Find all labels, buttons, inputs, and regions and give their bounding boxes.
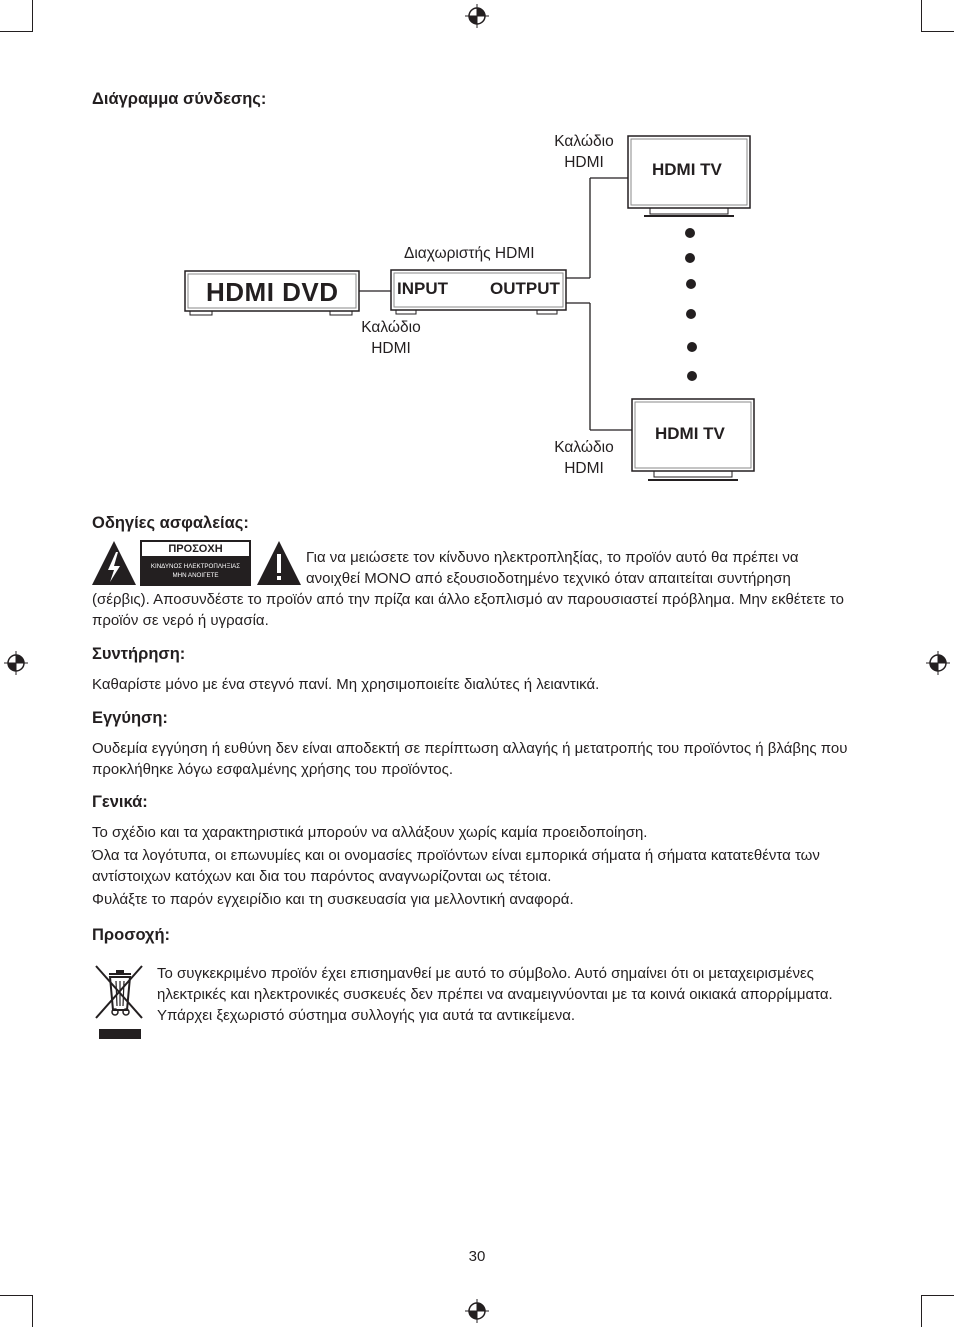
general-heading: Γενικά: xyxy=(92,793,148,811)
connection-diagram xyxy=(0,0,954,500)
cable-label-bottom: Καλώδιο HDMI xyxy=(554,439,614,477)
tv-bottom-label: HDMI TV xyxy=(655,424,725,443)
maintenance-text: Καθαρίστε μόνο με ένα στεγνό πανί. Μη χρησιμοποιείτε διαλύτες ή λειαντικά. xyxy=(92,676,600,693)
warranty-text: Ουδεμία εγγύηση ή ευθύνη δεν είναι αποδεκτή σε περίπτωση αλλαγής ή μετατροπής του προϊόντος ή βλάβης που προκλήθηκε λόγω εσφαλμένης χρήσης του προϊόντος. xyxy=(92,740,848,778)
tv-top-label: HDMI TV xyxy=(652,160,722,179)
weee-crossed-bin-icon xyxy=(94,962,144,1042)
warranty-heading: Εγγύηση: xyxy=(92,709,168,727)
general-text-3: Φυλάξτε το παρόν εγχειρίδιο και τη συσκευασία για μελλοντική αναφορά. xyxy=(92,891,574,908)
splitter-label: Διαχωριστής HDMI xyxy=(404,245,535,262)
attention-text: Το συγκεκριμένο προϊόν έχει επισημανθεί με αυτό το σύμβολο. Αυτό σημαίνει ότι οι μεταχειρισμένες ηλεκτρικές και ηλεκτρονικές συσκευές δεν πρέπει να αναμειγνύονται με τα κοινά οικιακά απορρίμματα. Υπάρχει ξεχωριστό σύστημα συλλογής για αυτά τα αντικείμενα. xyxy=(157,965,833,1024)
general-text-2: Όλα τα λογότυπα, οι επωνυμίες και οι ονομασίες προϊόντων είναι εμπορικά σήματα ή σήματα κατατεθέντα των αντίστοιχων κατόχων και δια του παρόντος αναγνωρίζονται ως τέτοια. xyxy=(92,847,820,885)
caution-line-2: ΜΗΝ ΑΝΟΙΓΕΤΕ xyxy=(172,572,219,579)
diagram-heading: Διάγραμμα σύνδεσης: xyxy=(92,90,267,108)
electric-shock-warning-icon xyxy=(91,540,137,586)
caution-line-1: ΚΙΝΔΥΝΟΣ ΗΛΕΚΤΡΟΠΛΗΞΙΑΣ xyxy=(150,563,241,570)
output-label: OUTPUT xyxy=(490,279,560,298)
page-number: 30 xyxy=(468,1248,486,1265)
general-text-1: Το σχέδιο και τα χαρακτηριστικά μπορούν να αλλάξουν χωρίς καμία προειδοποίηση. xyxy=(92,824,648,841)
input-label: INPUT xyxy=(397,279,448,298)
caution-title: ΠΡΟΣΟΧΗ xyxy=(142,542,249,556)
maintenance-heading: Συντήρηση: xyxy=(92,645,186,663)
crop-mark xyxy=(921,1296,922,1327)
safety-heading: Οδηγίες ασφαλείας: xyxy=(92,514,249,532)
cable-label-top: Καλώδιο HDMI xyxy=(554,133,614,171)
cable-label-mid: Καλώδιο HDMI xyxy=(361,319,421,357)
dvd-label: HDMI DVD xyxy=(206,277,339,307)
crop-mark xyxy=(0,1295,33,1296)
safety-text: (σέρβις). Αποσυνδέστε το προϊόν από την πρίζα και άλλο εξοπλισμό αν παρουσιαστεί πρόβλημα. Μην εκθέτετε το προϊόν σε νερό ή υγρασία. xyxy=(92,591,844,629)
safety-text-line-2: ανοιχθεί ΜΟΝΟ από εξουσιοδοτημένο τεχνικό όταν απαιτείται συντήρηση xyxy=(306,570,791,587)
registration-mark-icon xyxy=(465,1299,489,1323)
registration-mark-icon xyxy=(4,651,28,675)
safety-text-line-1: Για να μειώσετε τον κίνδυνο ηλεκτροπληξίας, το προϊόν αυτό θα πρέπει να xyxy=(306,549,799,566)
attention-heading: Προσοχή: xyxy=(92,926,171,944)
exclamation-warning-icon xyxy=(256,540,302,586)
crop-mark xyxy=(921,1295,954,1296)
registration-mark-icon xyxy=(926,651,950,675)
caution-label xyxy=(140,540,251,586)
crop-mark xyxy=(32,1296,33,1327)
